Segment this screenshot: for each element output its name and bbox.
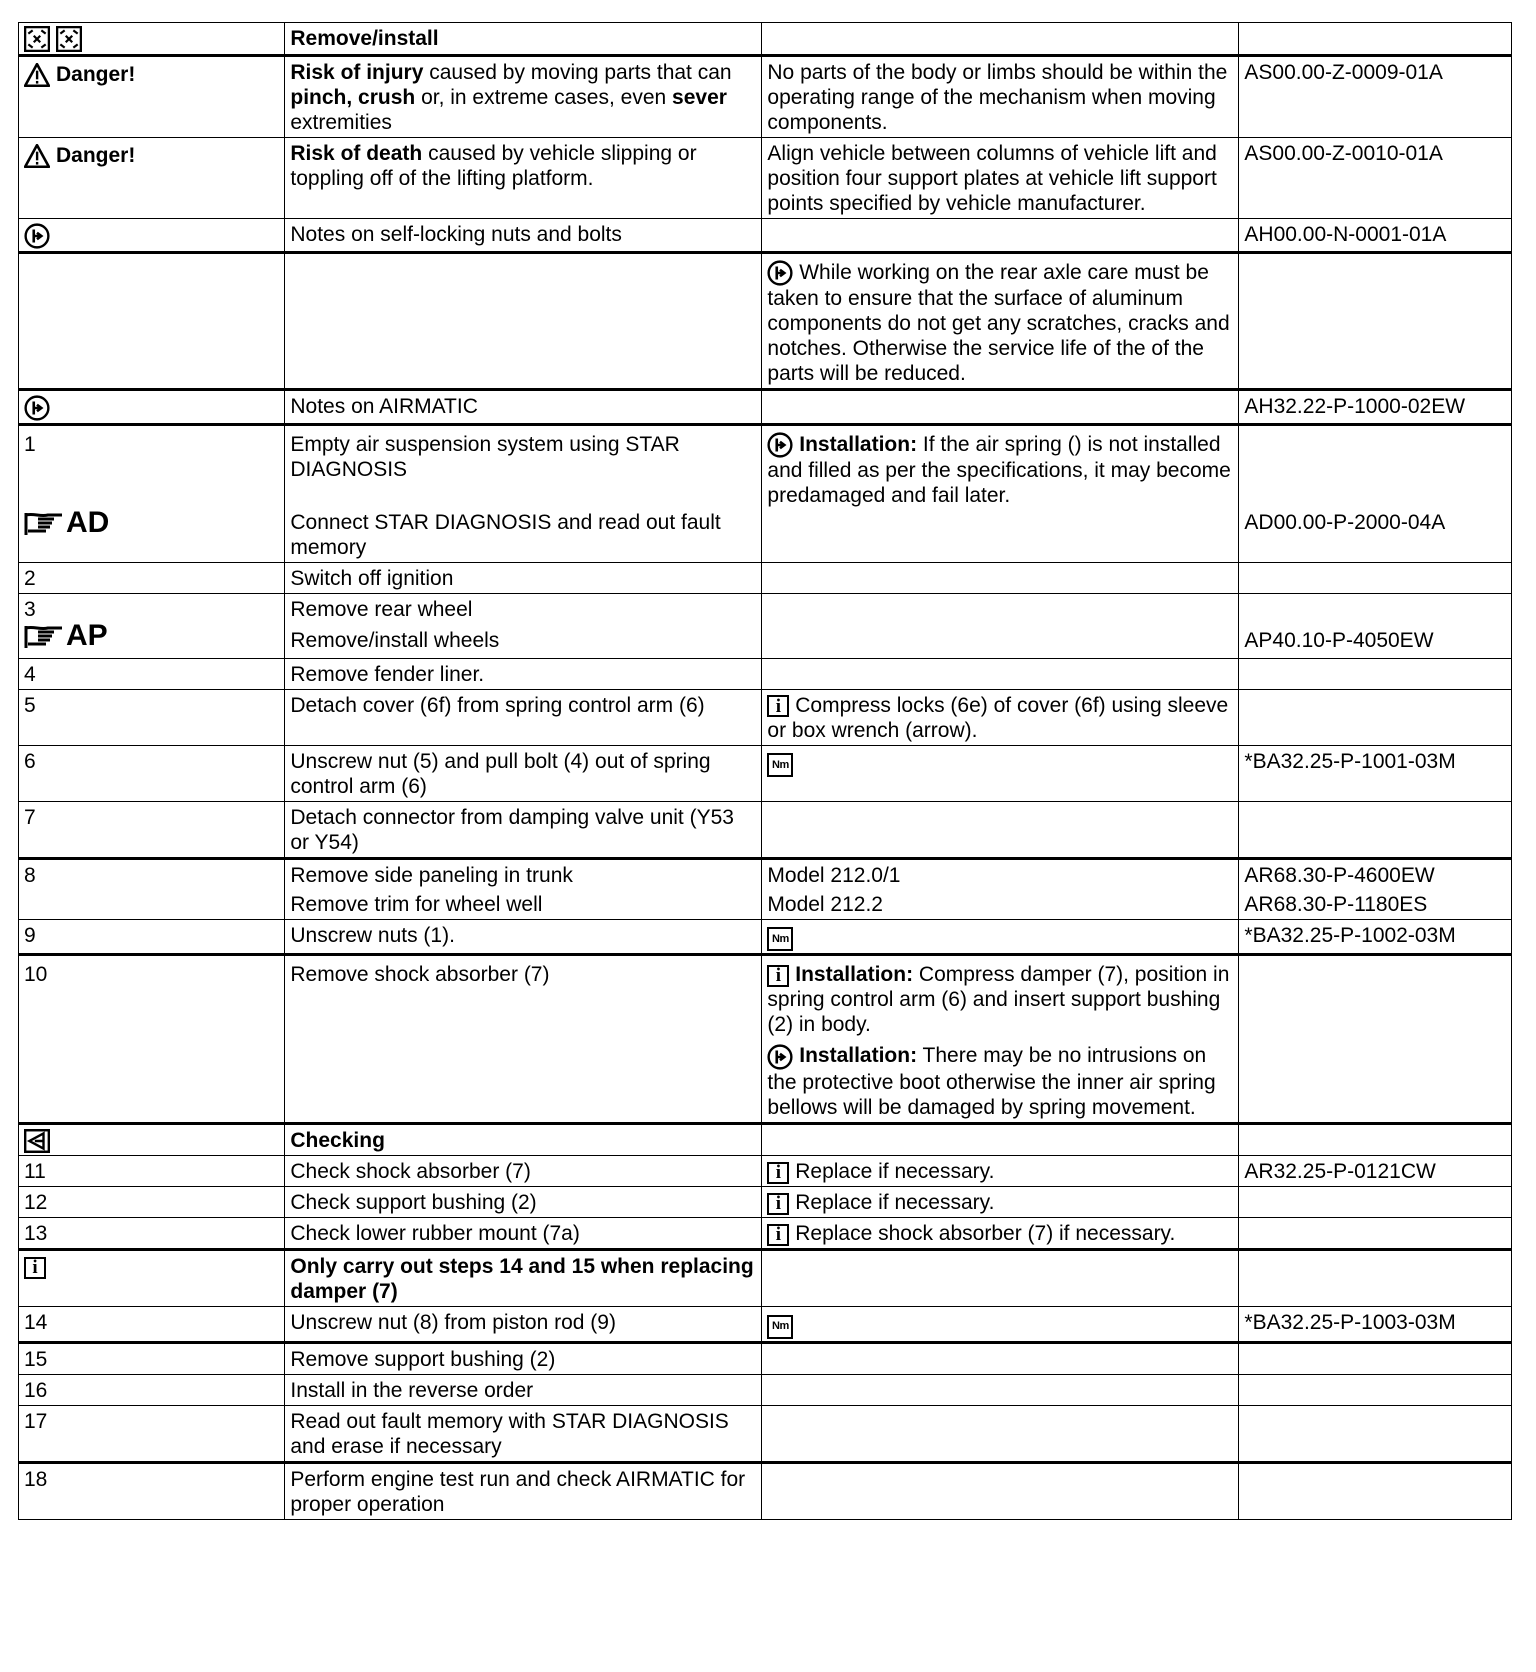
table-row — [19, 23, 1512, 56]
note-icon — [767, 260, 793, 286]
table-row: 2 Switch off ignition — [19, 562, 1512, 593]
note-icon — [767, 432, 793, 458]
note-text: No parts of the body or limbs should be within the operating range of the mechanism when moving components. — [762, 56, 1239, 138]
table-row: 9 Unscrew nuts (1). Nm *BA32.25-P-1002-03M — [19, 919, 1512, 955]
hand-pointer-icon[interactable]: AP — [24, 622, 108, 650]
table-row: 4 Remove fender liner. — [19, 658, 1512, 689]
table-row: 8 Remove side paneling in trunk Remove trim for wheel well Model 212.0/1 Model 212.2 AR68.30-P-4600EW AR68.30-P-1180ES — [19, 858, 1512, 919]
table-row: 15 Remove support bushing (2) — [19, 1342, 1512, 1374]
note-icon — [24, 223, 50, 249]
table-row: Notes on AIRMATIC AH32.22-P-1000-02EW — [19, 390, 1512, 424]
table-row: 3 AP Remove rear wheel Remove/install wheels AP40.10-P-4050EW — [19, 593, 1512, 658]
reference-link[interactable]: *BA32.25-P-1002-03M — [1239, 919, 1512, 955]
info-icon: i — [767, 1224, 789, 1246]
table-row: 16 Install in the reverse order — [19, 1374, 1512, 1405]
table-row: 13 Check lower rubber mount (7a) i Replace shock absorber (7) if necessary. — [19, 1218, 1512, 1250]
warning-icon — [24, 144, 50, 168]
table-row: 17 Read out fault memory with STAR DIAGNOSIS and erase if necessary — [19, 1405, 1512, 1462]
reference-link[interactable]: AD00.00-P-2000-04A — [1239, 424, 1512, 562]
info-icon: i — [767, 695, 789, 717]
table-row: 12 Check support bushing (2) i Replace if necessary. — [19, 1187, 1512, 1218]
info-icon: i — [24, 1257, 46, 1279]
info-icon: i — [767, 965, 789, 987]
reference-link[interactable]: AP40.10-P-4050EW — [1239, 593, 1512, 658]
reference-link[interactable]: AR32.25-P-0121CW — [1239, 1156, 1512, 1187]
table-row: 10 Remove shock absorber (7) i Installation: Compress damper (7), position in spring control arm (6) and insert support bushing (2) in body. Installation: There may be no intrusions on the protective boot otherwise the inner air spring bellows will be damaged by spring movement. — [19, 955, 1512, 1123]
table-row: Danger! Risk of death caused by vehicle slipping or toppling off of the lifting platform. Align vehicle between columns of vehicle lift and position four support plates at vehicle lift support points specified by vehicle manufacturer. AS00.00-Z-0010-01A — [19, 138, 1512, 219]
step-number: 1 — [24, 432, 36, 456]
procedure-table — [18, 22, 1512, 1520]
remove-icon — [24, 26, 50, 52]
warning-icon — [24, 63, 50, 87]
reference-link[interactable]: AS00.00-Z-0010-01A — [1239, 138, 1512, 219]
reference-link[interactable]: AH00.00-N-0001-01A — [1239, 219, 1512, 252]
table-row: 11 Check shock absorber (7) i Replace if necessary. AR32.25-P-0121CW — [19, 1156, 1512, 1187]
table-row: 18 Perform engine test run and check AIRMATIC for proper operation — [19, 1462, 1512, 1519]
info-icon: i — [767, 1193, 789, 1215]
torque-nm-icon[interactable]: Nm — [767, 927, 793, 951]
torque-nm-icon[interactable]: Nm — [767, 1315, 793, 1339]
note-text: Align vehicle between columns of vehicle lift and position four support plates at vehicle lift support points specified by vehicle manufacturer. — [762, 138, 1239, 219]
install-icon — [56, 26, 82, 52]
table-row: 14 Unscrew nut (8) from piston rod (9) Nm *BA32.25-P-1003-03M — [19, 1307, 1512, 1343]
table-row — [19, 1123, 1512, 1155]
reference-link[interactable]: AH32.22-P-1000-02EW — [1239, 390, 1512, 424]
remove-install-icons — [19, 23, 285, 56]
torque-nm-icon[interactable]: Nm — [767, 753, 793, 777]
reference-link[interactable]: AS00.00-Z-0009-01A — [1239, 56, 1512, 138]
table-row: While working on the rear axle care must be taken to ensure that the surface of aluminum components do not get any scratches, cracks and notches. Otherwise the service life of the of the parts will be reduced. — [19, 252, 1512, 389]
danger-label: Danger! — [56, 63, 136, 87]
hand-pointer-icon[interactable]: AD — [24, 509, 109, 537]
table-row: Notes on self-locking nuts and bolts AH00.00-N-0001-01A — [19, 219, 1512, 252]
table-row: Danger! Risk of injury caused by moving parts that can pinch, crush or, in extreme cases, even sever extremities No parts of the body or limbs should be within the operating range of the mechanism when moving components. AS00.00-Z-0009-01A — [19, 56, 1512, 138]
checking-title: Checking — [285, 1123, 762, 1155]
note-icon — [24, 395, 50, 421]
note-icon — [767, 1044, 793, 1070]
table-row: 5 Detach cover (6f) from spring control arm (6) i Compress locks (6e) of cover (6f) using sleeve or box wrench (arrow). — [19, 689, 1512, 745]
reference-link[interactable]: AR68.30-P-1180ES — [1244, 892, 1428, 916]
info-icon: i — [767, 1162, 789, 1184]
table-row: 1 AD Empty air suspension system using STAR DIAGNOSIS Connect STAR DIAGNOSIS and read out fault memory Installation: If the air spring () is not installed and filled as per the specifications, it may become predamaged and fail later. AD00.00-P-2000-04A — [19, 424, 1512, 562]
reference-link[interactable]: AR68.30-P-4600EW — [1244, 863, 1435, 887]
reference-link[interactable]: *BA32.25-P-1003-03M — [1239, 1307, 1512, 1343]
danger-label: Danger! — [56, 144, 136, 168]
info-title: Only carry out steps 14 and 15 when replacing damper (7) — [285, 1250, 762, 1307]
table-row: 6 Unscrew nut (5) and pull bolt (4) out of spring control arm (6) Nm *BA32.25-P-1001-03M — [19, 745, 1512, 801]
section-title: Remove/install — [285, 23, 762, 56]
table-row: 7 Detach connector from damping valve unit (Y53 or Y54) — [19, 801, 1512, 858]
checking-icon — [24, 1129, 50, 1153]
table-row — [19, 1250, 1512, 1307]
reference-link[interactable]: *BA32.25-P-1001-03M — [1239, 745, 1512, 801]
